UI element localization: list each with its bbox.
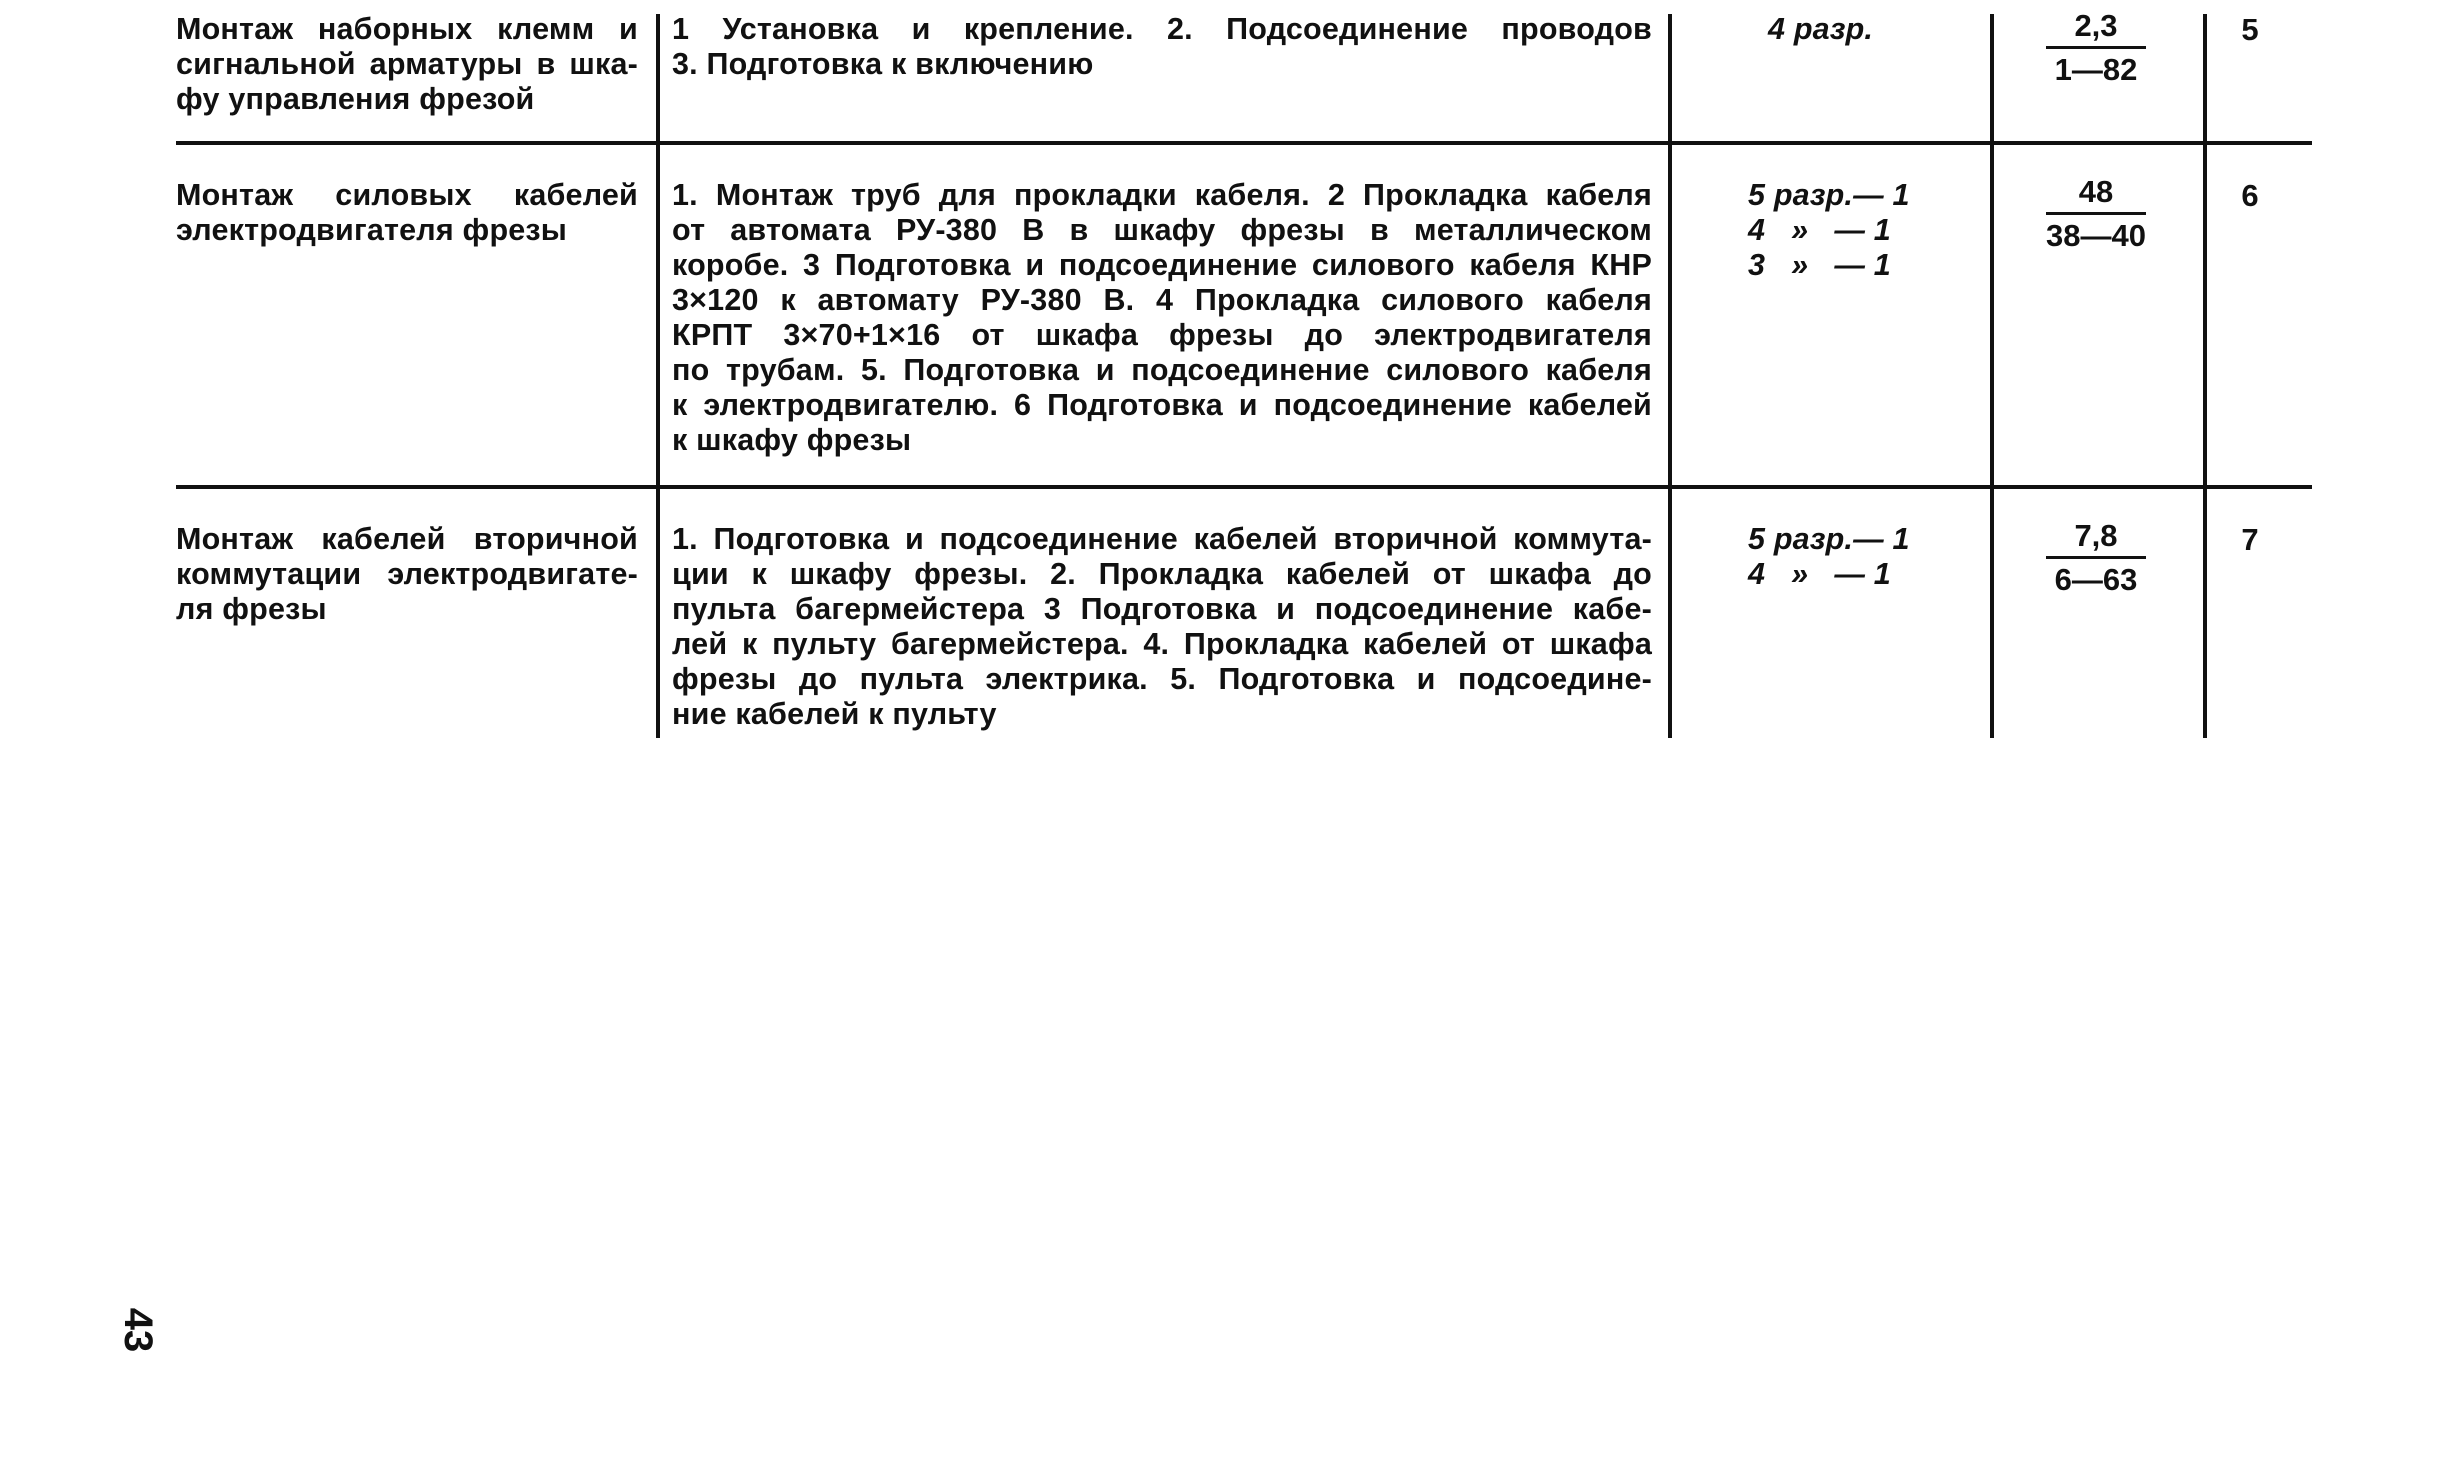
operation-name-line: коммутации электродвигате-	[176, 557, 638, 591]
work-description	[672, 178, 1652, 458]
operation-name-line: сигнальной арматуры в шка-	[176, 47, 638, 81]
operation-name-line: электродвигателя фрезы	[176, 213, 568, 247]
worker-grade-line: 5 разр.— 1	[1748, 178, 1910, 212]
work-description-line: фрезы до пульта электрика. 5. Подготовка и подсоедине-	[672, 662, 1652, 696]
time-norm-denominator: 38—40	[2046, 218, 2146, 253]
worker-grade-line: 4 » — 1	[1748, 213, 1891, 247]
row-number: 6	[2241, 178, 2259, 213]
time-norm-fraction	[2036, 516, 2156, 599]
time-norm-numerator: 48	[2078, 174, 2114, 209]
time-norm-fraction	[2036, 172, 2156, 255]
operation-name-line: фу управления фрезой	[176, 82, 535, 116]
work-description-line: по трубам. 5. Подготовка и подсоединение силового кабеля	[672, 353, 1652, 387]
worker-grade	[1748, 178, 1968, 283]
time-norm-denominator: 1—82	[2054, 52, 2138, 87]
work-description-line: к электродвигателю. 6 Подготовка и подсоединение кабелей	[672, 388, 1652, 422]
column-divider	[1990, 14, 1994, 738]
worker-grade-line: 5 разр.— 1	[1748, 522, 1910, 556]
work-description-line: коробе. 3 Подготовка и подсоединение силового кабеля КНР	[672, 248, 1652, 282]
operation-name	[176, 178, 638, 248]
work-description-line: к шкафу фрезы	[672, 423, 912, 457]
work-description-line: лей к пульту багермейстера. 4. Прокладка кабелей от шкафа	[672, 627, 1652, 661]
work-description	[672, 12, 1652, 82]
worker-grade-line: 4 разр.	[1768, 12, 1874, 46]
operation-name	[176, 12, 638, 117]
time-norm-denominator: 6—63	[2054, 562, 2138, 597]
work-description-line: 1. Подготовка и подсоединение кабелей вторичной коммута-	[672, 522, 1652, 556]
work-description-line: 1 Установка и крепление. 2. Подсоединение проводов	[672, 12, 1652, 46]
row-number: 7	[2241, 522, 2259, 557]
worker-grade-line: 4 » — 1	[1748, 557, 1891, 591]
time-norm-numerator: 2,3	[2074, 8, 2118, 43]
time-norm-fraction	[2036, 6, 2156, 89]
work-description-line: 3×120 к автомату РУ-380 В. 4 Прокладка силового кабеля	[672, 283, 1652, 317]
work-description-line: пульта багермейстера 3 Подготовка и подсоединение кабе-	[672, 592, 1652, 626]
work-description-line: КРПТ 3×70+1×16 от шкафа фрезы до электродвигателя	[672, 318, 1652, 352]
work-description-line: ции к шкафу фрезы. 2. Прокладка кабелей от шкафа до	[672, 557, 1652, 591]
column-divider	[2203, 14, 2207, 738]
page-number: 43	[116, 1307, 160, 1353]
time-norm-numerator: 7,8	[2074, 518, 2118, 553]
work-description	[672, 522, 1652, 732]
work-description-line: ние кабелей к пульту	[672, 697, 997, 731]
operation-name-line: Монтаж наборных клемм и	[176, 12, 638, 46]
work-description-line: 1. Монтаж труб для прокладки кабеля. 2 Прокладка кабеля	[672, 178, 1652, 212]
column-divider	[656, 14, 660, 738]
work-description-line: 3. Подготовка к включению	[672, 47, 1094, 81]
worker-grade	[1768, 12, 1968, 47]
operation-name	[176, 522, 638, 627]
worker-grade-line: 3 » — 1	[1748, 248, 1891, 282]
row-number: 5	[2241, 12, 2259, 47]
operation-name-line: Монтаж силовых кабелей	[176, 178, 638, 212]
worker-grade	[1748, 522, 1968, 592]
operation-name-line: Монтаж кабелей вторичной	[176, 522, 638, 556]
work-description-line: от автомата РУ-380 В в шкафу фрезы в металлическом	[672, 213, 1652, 247]
column-divider	[1668, 14, 1672, 738]
operation-name-line: ля фрезы	[176, 592, 327, 626]
